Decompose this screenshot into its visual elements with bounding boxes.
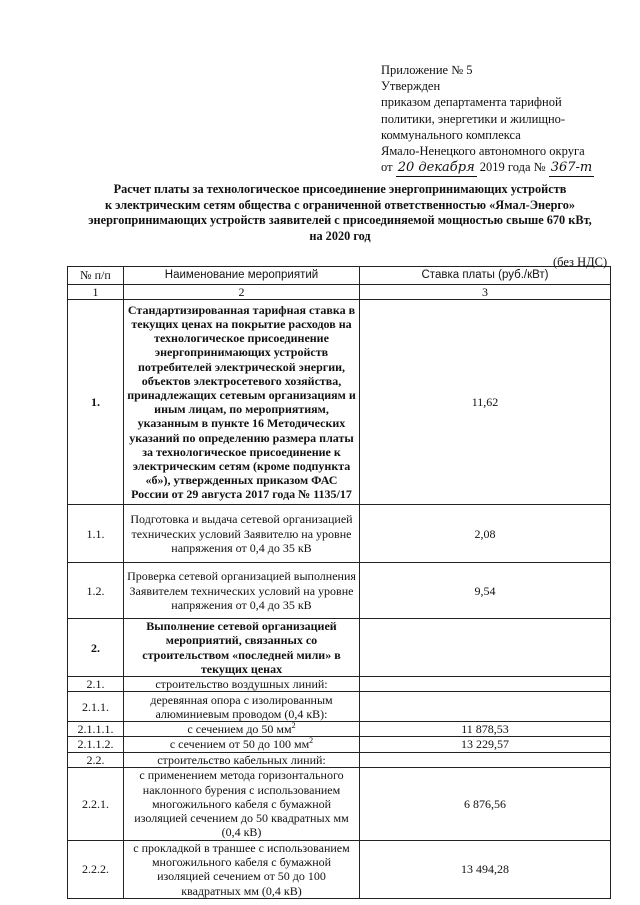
row-name <box>124 722 360 737</box>
title-line: на 2020 год <box>309 228 371 243</box>
table-row <box>68 300 611 505</box>
approved-label: Утвержден <box>381 79 441 94</box>
col-number: 2 <box>124 285 360 300</box>
row-name: с прокладкой в траншее с использованием многожильного кабеля с бумажной изоляцией сечением от 50 до 100 квадратных мм (0,4 кВ) <box>124 840 360 898</box>
header-number: № п/п <box>68 267 124 285</box>
col-number: 1 <box>68 285 124 300</box>
approval-line: приказом департамента тарифной <box>381 95 562 110</box>
fee-table <box>67 266 611 899</box>
superscript: 2 <box>309 736 314 746</box>
row-number: 2.2.1. <box>68 767 124 840</box>
row-number: 2.1.1.1. <box>68 722 124 737</box>
row-rate: 11 878,53 <box>360 722 611 737</box>
superscript: 2 <box>291 721 296 731</box>
table-row <box>68 677 611 692</box>
title-line: энергопринимающих устройств заявителей с присоединяемой мощностью свыше 670 кВт, <box>88 213 592 227</box>
row-number: 2.2.2. <box>68 840 124 898</box>
row-number: 2. <box>68 619 124 677</box>
row-number: 1.1. <box>68 505 124 563</box>
row-number: 1.2. <box>68 563 124 619</box>
table-row <box>68 737 611 752</box>
row-rate: 9,54 <box>360 563 611 619</box>
row-name: Выполнение сетевой организацией мероприятий, связанных со строительством «последней мили» в текущих ценах <box>124 619 360 677</box>
row-rate: 13 229,57 <box>360 737 611 752</box>
appendix-number: Приложение № 5 <box>381 63 473 77</box>
title-line: к электрическим сетям общества с ограниченной ответственностью «Ямал-Энерго» <box>105 197 575 212</box>
col-number: 3 <box>360 285 611 300</box>
row-rate <box>360 619 611 677</box>
date-year: 2019 года № <box>479 160 546 175</box>
table-row <box>68 840 611 898</box>
row-name: строительство воздушных линий: <box>124 677 360 692</box>
row-rate: 13 494,28 <box>360 840 611 898</box>
approval-line: коммунального комплекса <box>381 127 521 142</box>
row-rate <box>360 677 611 692</box>
title-line: Расчет платы за технологическое присоединение энергопринимающих устройств <box>113 182 567 196</box>
table-row <box>68 692 611 722</box>
row-rate <box>360 692 611 722</box>
row-number: 2.1.1. <box>68 692 124 722</box>
row-name: Проверка сетевой организацией выполнения Заявителем технических условий на уровне напряжения от 0,4 до 35 кВ <box>124 563 360 619</box>
header-rate: Ставка платы (руб./кВт) <box>360 267 611 285</box>
row-name: строительство кабельных линий: <box>124 752 360 767</box>
table-row <box>68 505 611 563</box>
row-name <box>124 737 360 752</box>
approval-block <box>381 62 621 177</box>
approval-line: Ямало-Ненецкого автономного округа <box>381 144 585 159</box>
approval-date-line <box>381 159 621 177</box>
table-row <box>68 722 611 737</box>
date-prefix: от <box>381 160 393 175</box>
row-rate <box>360 752 611 767</box>
row-number: 2.1. <box>68 677 124 692</box>
row-number: 2.1.1.2. <box>68 737 124 752</box>
table-row <box>68 563 611 619</box>
row-name: Стандартизированная тарифная ставка в текущих ценах на покрытие расходов на технологическое присоединение энергопринимающих устройств потребителей электрической энергии, объектов электросетевого хозяйства, принадлежащих сетевым организациям и иным лицам, по мероприятиям, указанным в пункте 16 Методических указаний по определению размера платы за технологическое присоединение к электрическим сетям (кроме подпункта «б»), утвержденных приказом ФАС России от 29 августа 2017 года № 1135/17 <box>124 300 360 505</box>
handwritten-date: 20 декабря <box>396 160 477 177</box>
row-number: 1. <box>68 300 124 505</box>
vat-note: (без НДС) <box>553 255 608 269</box>
table-row <box>68 752 611 767</box>
row-name: с применением метода горизонтального наклонного бурения с использованием многожильного кабеля с бумажной изоляцией сечением до 50 квадратных мм (0,4 кВ) <box>124 767 360 840</box>
approval-line: политики, энергетики и жилищно- <box>381 111 566 126</box>
row-rate: 11,62 <box>360 300 611 505</box>
row-name: Подготовка и выдача сетевой организацией технических условий Заявителю на уровне напряжения от 0,4 до 35 кВ <box>124 505 360 563</box>
header-name: Наименование мероприятий <box>124 267 360 285</box>
row-name-text: с сечением до 50 мм <box>187 722 292 737</box>
row-number: 2.2. <box>68 752 124 767</box>
document-title <box>70 182 610 244</box>
table-row <box>68 767 611 840</box>
row-rate: 6 876,56 <box>360 767 611 840</box>
table-row <box>68 619 611 677</box>
row-rate: 2,08 <box>360 505 611 563</box>
handwritten-order-number: 367-т <box>549 160 595 177</box>
row-name-text: с сечением от 50 до 100 мм <box>169 737 310 752</box>
row-name: деревянная опора с изолированным алюминиевым проводом (0,4 кВ): <box>124 692 360 722</box>
